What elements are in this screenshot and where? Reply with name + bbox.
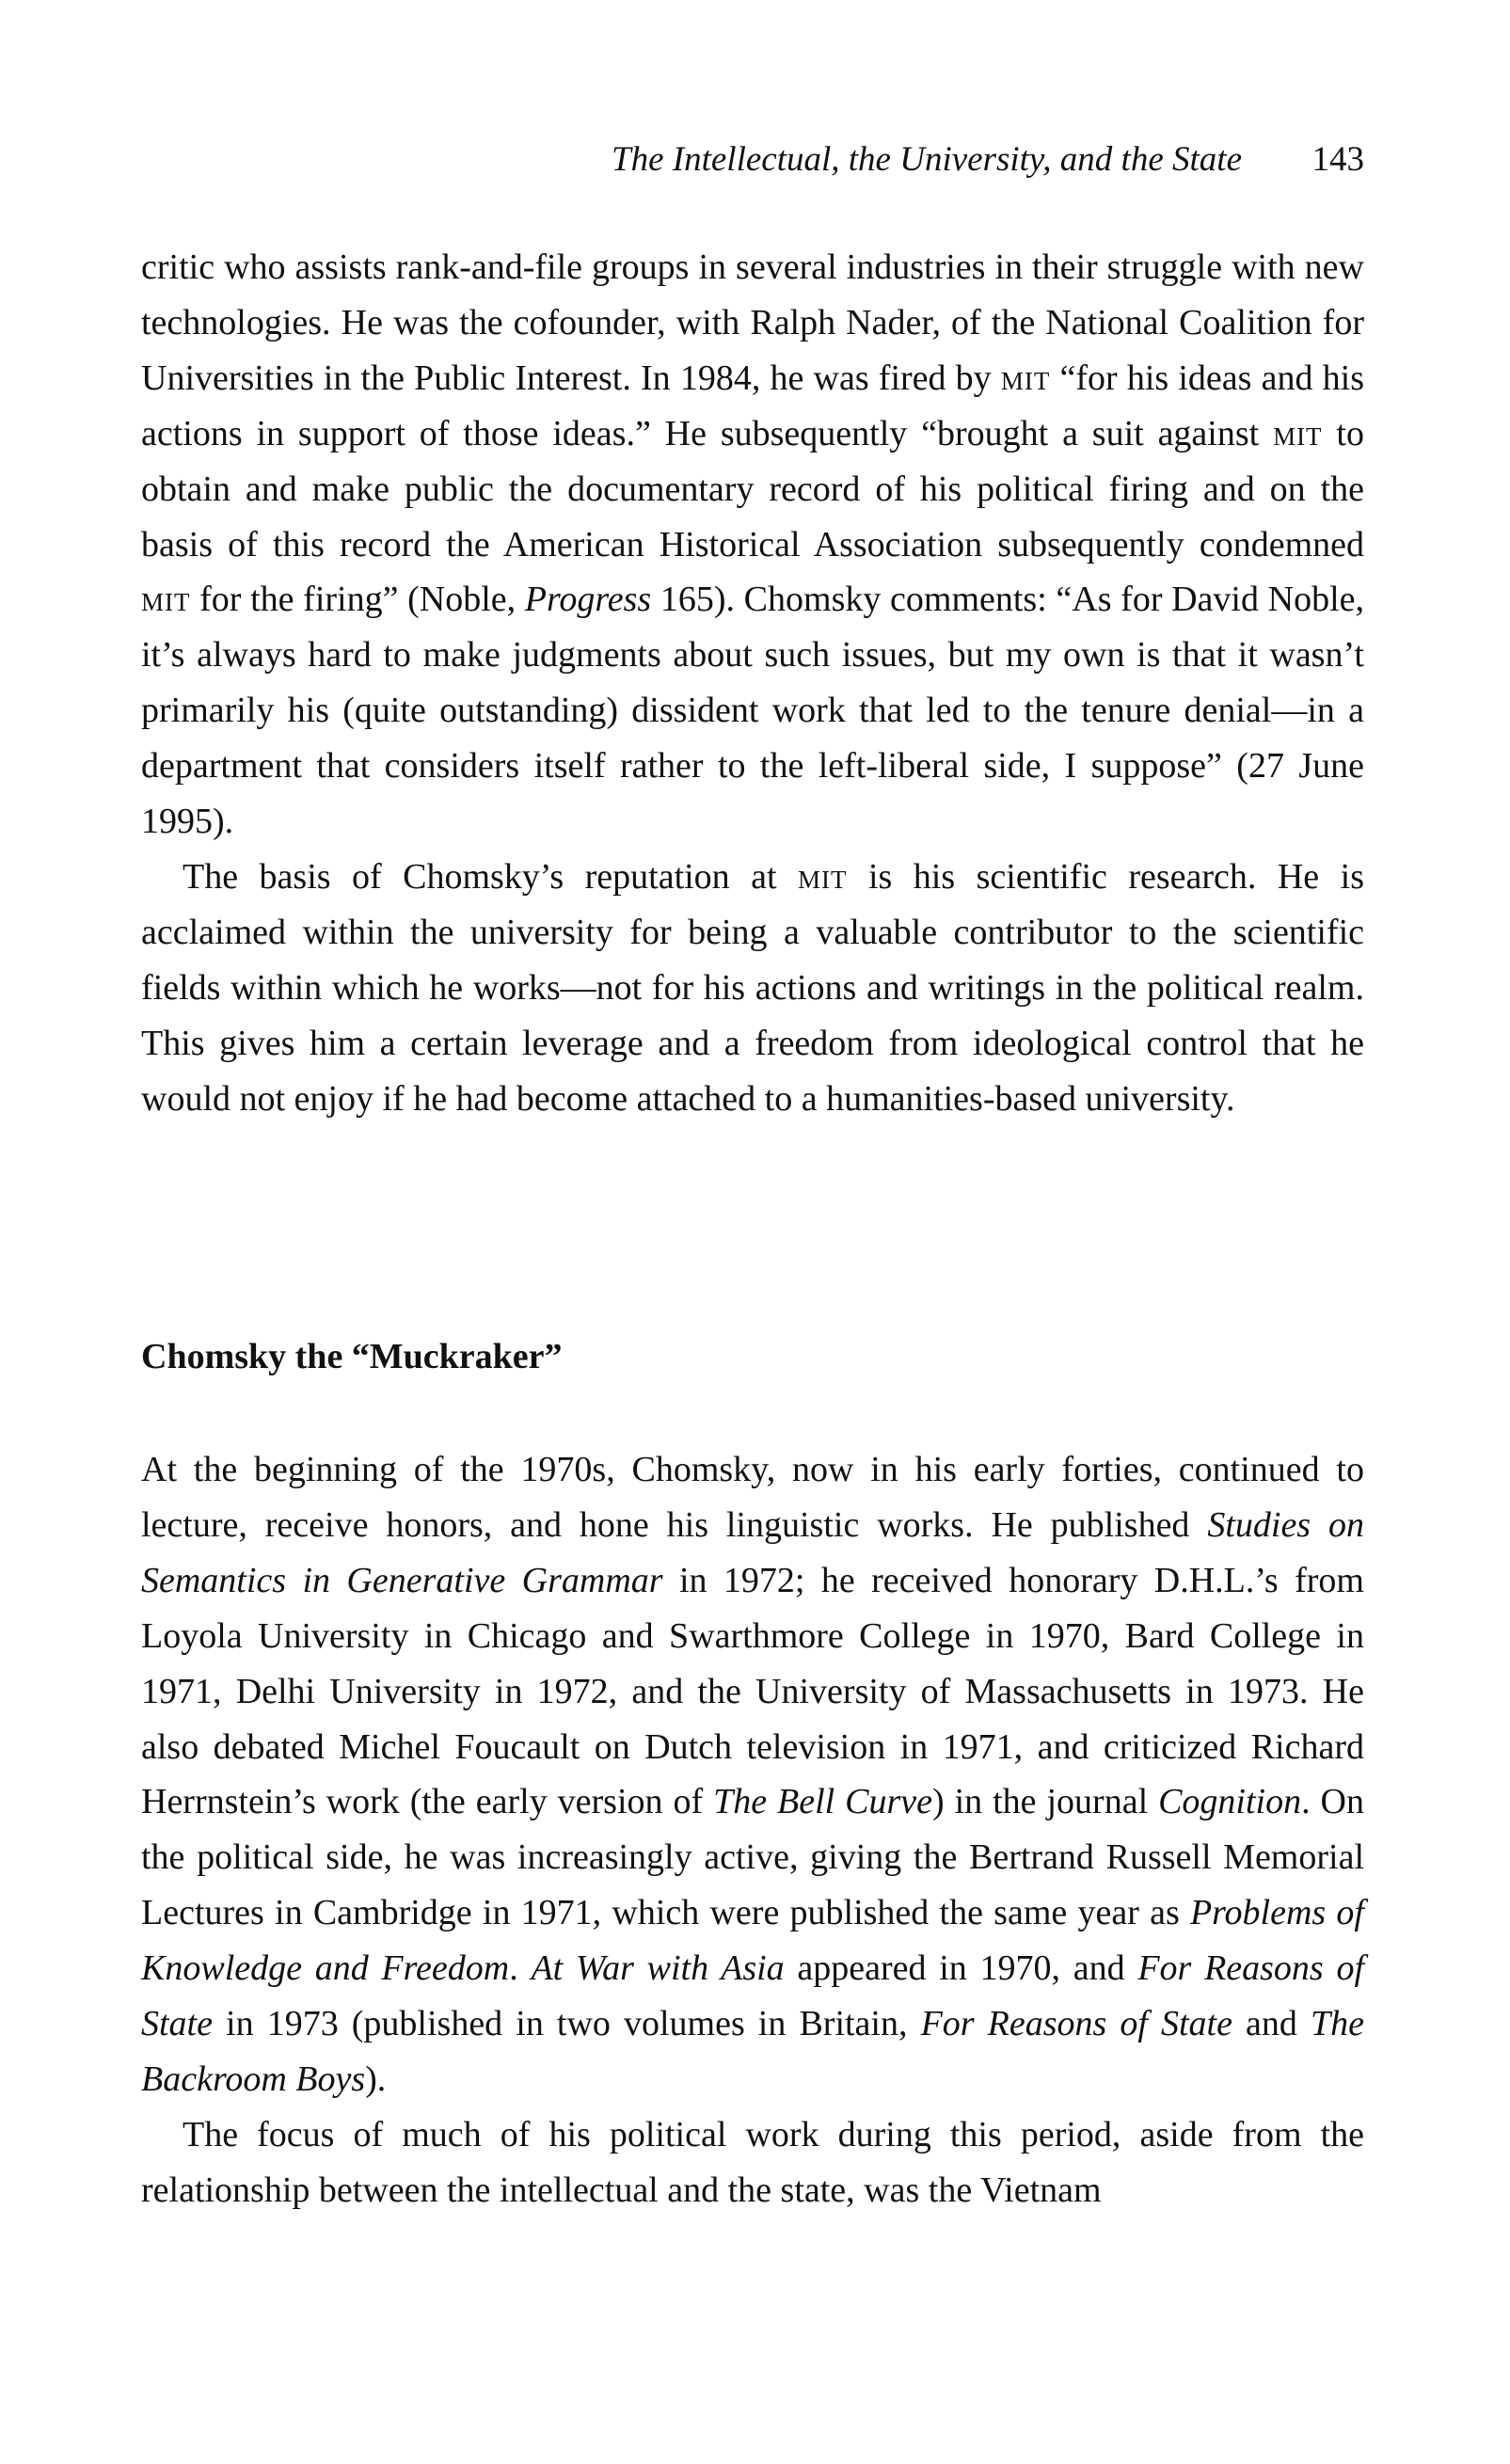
text-run: 165). Chomsky comments: “As for David Noble, it’s always hard to make judgments about such issues, but my own is that it wasn’t primarily his (quite outstanding) dissident work that led to the tenure denial—in a department that considers itself rather to the left-liberal side, I suppose” (27 June 1995). xyxy=(141,580,1365,842)
page-number: 143 xyxy=(1311,140,1364,179)
body-text-bottom xyxy=(141,1442,1364,2218)
book-title-backroom-boys: The Backroom Boys xyxy=(141,2004,1364,2099)
journal-title-cognition: Cognition xyxy=(1158,1782,1302,1822)
section-heading: Chomsky the “Muckraker” xyxy=(141,1337,563,1376)
body-text-top xyxy=(141,240,1364,1127)
running-head xyxy=(141,136,1364,183)
book-title-studies: Studies on Semantics in Generative Grammar xyxy=(141,1504,1364,1600)
book-title-reasons-of-state: For Reasons of State xyxy=(141,1948,1365,2044)
text-run: appeared in 1970, and xyxy=(784,1948,1138,1989)
mit-small-caps: mit xyxy=(1273,413,1323,453)
text-run: . On the political side, he was increasingly active, giving the Bertrand Russell Memorial Lectures in Cambridge in 1971, which were published the same year as xyxy=(141,1782,1364,1933)
paragraph-continued xyxy=(141,240,1364,850)
text-run: critic who assists rank-and-file groups in several industries in their struggle with new technologies. He was the cofounder, with Ralph Nader, of the National Coalition for Universities in the Public Interest. In 1984, he was fired by xyxy=(141,247,1364,398)
paragraph-reputation xyxy=(141,850,1364,1127)
book-title-progress: Progress xyxy=(524,580,652,620)
mit-small-caps: mit xyxy=(798,856,848,897)
text-run: and xyxy=(1232,2004,1311,2044)
mit-small-caps: mit xyxy=(1000,358,1051,398)
text-run: ). xyxy=(365,2059,387,2099)
running-head-title: The Intellectual, the University, and the State xyxy=(612,140,1242,179)
text-run: in 1973 (published in two volumes in Britain, xyxy=(212,2004,921,2044)
text-run: At the beginning of the 1970s, Chomsky, now in his early forties, continued to lecture, receive honors, and hone his linguistic works. He published xyxy=(141,1450,1364,1545)
text-run: in 1972; he received honorary D.H.L.’s from Loyola University in Chicago and Swarthmore College in 1970, Bard College in 1971, Delhi University in 1972, and the University of Massachusetts in 1973. He also debated Michel Foucault on Dutch television in 1971, and criticized Richard Herrnstein’s work (the early version of xyxy=(141,1560,1364,1822)
text-run: ) in the journal xyxy=(932,1782,1159,1822)
book-title-war-with-asia: At War with Asia xyxy=(531,1948,785,1989)
book-title-reasons-of-state-uk: For Reasons of State xyxy=(920,2004,1232,2044)
text-run: . xyxy=(509,1948,532,1989)
text-run: is his scientific research. He is acclaimed within the university for being a valuable contributor to the scientific fields within which he works—not for his actions and writings in the political realm. This gives him a certain leverage and a freedom from ideological control that he would not enjoy if he had become attached to a humanities-based university. xyxy=(141,856,1364,1119)
text-run: The basis of Chomsky’s reputation at xyxy=(183,856,799,897)
book-title-problems: Problems of Knowledge and Freedom xyxy=(141,1893,1364,1989)
text-run: The focus of much of his political work during this period, aside from the relationship between the intellectual and the state, was the Vietnam xyxy=(141,2114,1364,2210)
paragraph-1970s xyxy=(141,1442,1364,2107)
mit-small-caps: mit xyxy=(141,580,191,620)
paragraph-focus xyxy=(141,2107,1364,2218)
text-run: “for his ideas and his actions in support of those ideas.” He subsequently “brought a suit against xyxy=(141,358,1364,453)
text-run: for the firing” (Noble, xyxy=(190,580,525,620)
book-title-bell-curve: The Bell Curve xyxy=(713,1782,933,1822)
text-run: to obtain and make public the documentary record of his political firing and on the basis of this record the American Historical Association subsequently condemned xyxy=(141,413,1364,564)
